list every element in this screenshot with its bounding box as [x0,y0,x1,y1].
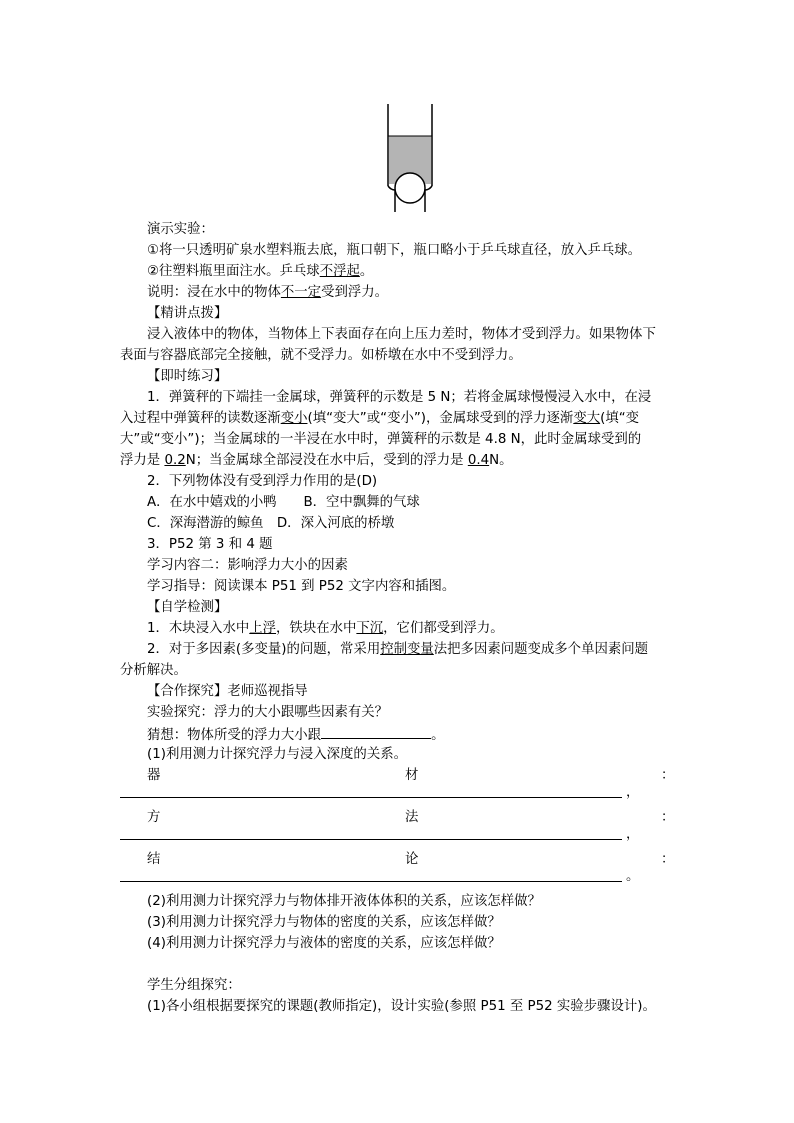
q1-line-1: 1．弹簧秤的下端挂一金属球，弹簧秤的示数是 5 N；若将金属球慢慢浸入水中，在浸 [147,390,652,405]
section-heading-jishi: 【即时练习】 [147,369,228,384]
q1-line-2: 入过程中弹簧秤的读数逐渐变小(填“变大”或“变小”)，金属球受到的浮力逐渐变大(填“变 [120,411,640,426]
q3: 3．P52 第 3 和 4 题 [147,537,273,552]
qicai-comma: ， [626,785,640,800]
fangfa-answer-line[interactable] [120,839,622,840]
zixue-2-line-2: 分析解决。 [120,663,187,678]
part-3: (3)利用测力计探究浮力与物体的密度的关系，应该怎样做？ [147,915,501,930]
demo-step-1: ①将一只透明矿泉水塑料瓶去底，瓶口朝下，瓶口略小于乒乓球直径，放入乒乓球。 [147,243,642,258]
qicai-label-row: 器 材 ： [147,768,675,783]
part-1: (1)利用测力计探究浮力与浸入深度的关系。 [147,747,407,762]
guess-blank[interactable] [321,724,431,739]
section-heading-hezuo: 【合作探究】老师巡视指导 [147,684,308,699]
q2-options-cd: C．深海潜游的鲸鱼 D．深入河底的桥墩 [147,516,395,531]
group-explore-step-1: (1)各小组根据要探究的课题(教师指定)，设计实验(参照 P51 至 P52 实验步骤设计)。 [147,999,656,1014]
q2: 2．下列物体没有受到浮力作用的是(D) [147,474,378,489]
qicai-answer-line[interactable] [120,797,622,798]
q1-line-4: 浮力是 0.2N；当金属球全部浸没在水中后，受到的浮力是 0.4N。 [120,453,513,468]
section-heading-jingjiang: 【精讲点拨】 [147,306,228,321]
jingjiang-line-2: 表面与容器底部完全接触，就不受浮力。如桥墩在水中不受到浮力。 [120,348,522,363]
explore-question: 实验探究：浮力的大小跟哪些因素有关？ [147,705,389,720]
demo-note: 说明：浸在水中的物体不一定受到浮力。 [147,285,389,300]
jingjiang-line-1: 浸入液体中的物体，当物体上下表面存在向上压力差时，物体才受到浮力。如果物体下 [147,327,656,342]
study-guide: 学习指导：阅读课本 P51 到 P52 文字内容和插图。 [147,579,456,594]
demo-title: 演示实验： [147,222,214,237]
q1-line-3: 大”或“变小”)；当金属球的一半浸在水中时，弹簧秤的示数是 4.8 N，此时金属球受到的 [120,432,642,447]
jielun-period: 。 [626,869,640,884]
fangfa-comma: ， [626,827,640,842]
section-heading-zixue: 【自学检测】 [147,600,228,615]
ping-pong-ball [395,173,425,203]
content-2-title: 学习内容二：影响浮力大小的因素 [147,558,348,573]
fangfa-label-row: 方 法 ： [147,810,675,825]
bottle-ball-diagram [381,104,439,214]
jielun-answer-line[interactable] [120,881,622,882]
zixue-2-line-1: 2．对于多因素(多变量)的问题，常采用控制变量法把多因素问题变成多个单因素问题 [147,642,649,657]
jielun-label-row: 结 论 ： [147,852,675,867]
group-explore-title: 学生分组探究： [147,978,241,993]
q2-options-ab: A．在水中嬉戏的小鸭 B．空中飘舞的气球 [147,495,420,510]
part-4: (4)利用测力计探究浮力与液体的密度的关系，应该怎样做？ [147,936,501,951]
part-2: (2)利用测力计探究浮力与物体排开液体体积的关系，应该怎样做？ [147,894,541,909]
guess-line: 猜想：物体所受的浮力大小跟 。 [147,724,444,745]
demo-step-2: ②往塑料瓶里面注水。乒乓球不浮起。 [147,264,374,279]
zixue-1: 1．木块浸入水中上浮，铁块在水中下沉，它们都受到浮力。 [147,621,504,636]
